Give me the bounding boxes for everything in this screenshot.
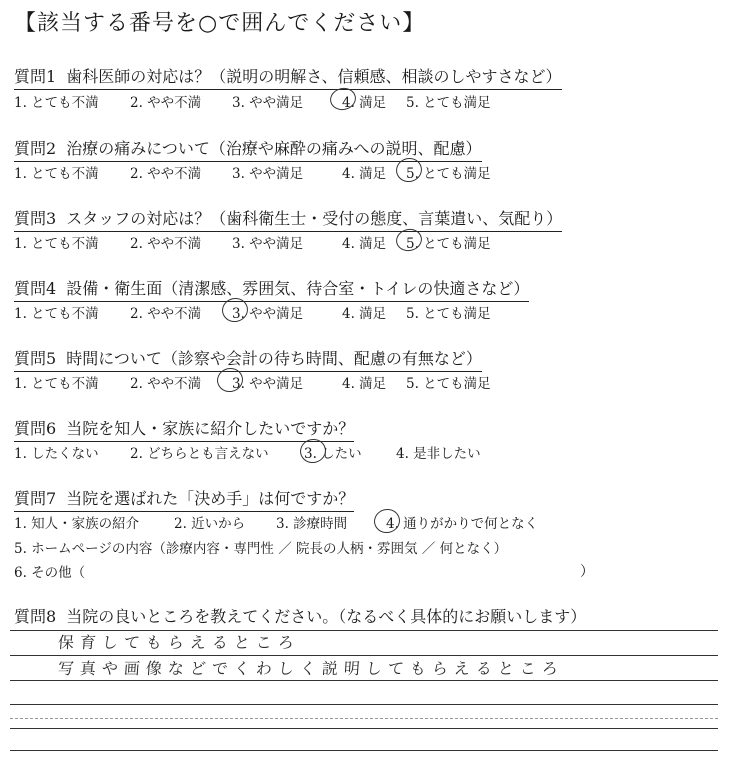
question-8-text: 当院の良いところを教えてください。（なるべく具体的にお願いします） (66, 607, 587, 626)
question-5-number: 質問5 (14, 349, 57, 368)
q4-option-2[interactable]: 2. やや不満 (130, 306, 202, 322)
q6-option-1[interactable]: 1. したくない (14, 446, 99, 462)
q2-option-3[interactable]: 3. やや満足 (232, 166, 304, 182)
question-5-text: 時間について（診察や会計の待ち時間、配慮の有無など） (66, 349, 482, 368)
question-6-number: 質問6 (14, 419, 57, 438)
question-6 (14, 416, 354, 442)
question-1-text: 歯科医師の対応は？（説明の明解さ、信頼感、相談のしやすさなど） (66, 67, 562, 86)
q5-option-3[interactable]: 3. やや満足 (232, 376, 304, 392)
q5-option-2[interactable]: 2. やや不満 (130, 376, 202, 392)
q1-option-1[interactable]: 1. とても不満 (14, 95, 99, 111)
q5-option-5[interactable]: 5. とても満足 (406, 376, 491, 392)
q3-option-3[interactable]: 3. やや満足 (232, 236, 304, 252)
question-4-text: 設備・衛生面（清潔感、雰囲気、待合室・トイレの快適さなど） (66, 279, 530, 298)
q7-option-3[interactable]: 3. 診療時間 (276, 516, 348, 532)
question-3-number: 質問3 (14, 209, 57, 228)
q1-option-3[interactable]: 3. やや満足 (232, 95, 304, 111)
question-3-text: スタッフの対応は？（歯科衛生士・受付の態度、言葉遣い、気配り） (66, 209, 563, 228)
q6-option-4[interactable]: 4. 是非したい (396, 446, 481, 462)
answer-handwritten-2: 写真や画像などでくわしく説明してもらえるところ (57, 659, 565, 678)
q3-option-4[interactable]: 4. 満足 (342, 236, 387, 252)
q7-option-4[interactable]: 4. 通りがかりで何となく (386, 516, 539, 532)
question-2-text: 治療の痛みについて（治療や麻酔の痛みへの説明、配慮） (66, 139, 482, 158)
answer-line-4 (10, 704, 718, 705)
q3-option-2[interactable]: 2. やや不満 (130, 236, 202, 252)
q4-option-3[interactable]: 3. やや満足 (232, 306, 304, 322)
question-5 (14, 346, 482, 372)
question-8-number: 質問8 (14, 607, 57, 626)
q1-option-2[interactable]: 2. やや不満 (130, 95, 202, 111)
q4-option-5[interactable]: 5. とても満足 (406, 306, 491, 322)
q2-option-2[interactable]: 2. やや不満 (130, 166, 202, 182)
q2-option-4[interactable]: 4. 満足 (342, 166, 387, 182)
question-3 (14, 206, 562, 232)
question-2-number: 質問2 (14, 139, 57, 158)
q7-option-6-close-paren: ） (580, 564, 594, 580)
answer-line-5 (10, 728, 718, 729)
question-7-number: 質問7 (14, 489, 57, 508)
q2-option-1[interactable]: 1. とても不満 (14, 166, 99, 182)
q1-option-5[interactable]: 5. とても満足 (406, 95, 491, 111)
question-6-text: 当院を知人・家族に紹介したいですか？ (66, 419, 355, 438)
question-4 (14, 276, 529, 302)
question-8 (14, 604, 586, 629)
q5-option-4[interactable]: 4. 満足 (342, 376, 387, 392)
question-1-number: 質問1 (14, 67, 57, 86)
question-4-number: 質問4 (14, 279, 57, 298)
q3-option-1[interactable]: 1. とても不満 (14, 236, 99, 252)
page-title: 【該当する番号を○で囲んでください】 (14, 11, 426, 36)
question-7 (14, 486, 354, 512)
page-fold-line (10, 718, 718, 719)
q6-option-3[interactable]: 3. したい (304, 446, 362, 462)
answer-line-6 (10, 750, 718, 751)
q3-option-5[interactable]: 5. とても満足 (406, 236, 491, 252)
q2-option-5[interactable]: 5. とても満足 (406, 166, 491, 182)
q7-option-1[interactable]: 1. 知人・家族の紹介 (14, 516, 140, 532)
q6-option-2[interactable]: 2. どちらとも言えない (130, 446, 269, 462)
q1-option-4[interactable]: 4. 満足 (342, 95, 387, 111)
answer-line-3 (10, 680, 718, 681)
q7-option-6[interactable]: 6. その他（ (14, 565, 86, 581)
question-1 (14, 64, 562, 90)
question-7-text: 当院を選ばれた「決め手」は何ですか？ (66, 489, 355, 508)
q7-option-5[interactable]: 5. ホームページの内容（診療内容・専門性 ／ 院長の人柄・雰囲気 ／ 何となく） (14, 541, 508, 557)
q5-option-1[interactable]: 1. とても不満 (14, 376, 99, 392)
q4-option-1[interactable]: 1. とても不満 (14, 306, 99, 322)
answer-handwritten-1: 保育してもらえるところ (57, 633, 301, 652)
q7-option-2[interactable]: 2. 近いから (174, 516, 246, 532)
q4-option-4[interactable]: 4. 満足 (342, 306, 387, 322)
